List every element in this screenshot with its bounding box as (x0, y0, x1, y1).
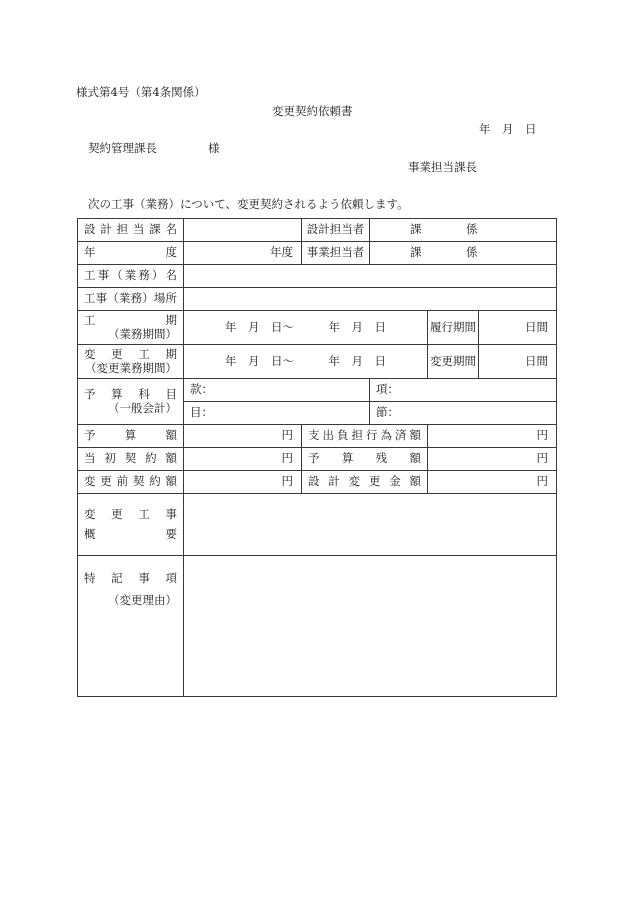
row-initial-contract (78, 448, 557, 471)
budget-balance-value[interactable]: 円 (428, 448, 557, 471)
budget-amount-value[interactable]: 円 (184, 425, 302, 448)
kou-cell[interactable] (370, 379, 557, 402)
setsu-label: 節： (376, 405, 399, 420)
expenditure-label: 支出負担行為済額 (302, 425, 428, 448)
row-special-notes (78, 556, 557, 697)
document-title: 変更契約依頼書 (272, 104, 353, 118)
period-label (78, 311, 184, 345)
row-design-dept (78, 219, 557, 242)
change-period-label-main: 変更工期 (84, 346, 177, 361)
project-staff-label: 事業担当者 (302, 242, 370, 265)
form-number: 様式第4号（第4条関係） (76, 85, 206, 99)
staff-kakari: 係 (466, 245, 478, 260)
requester: 事業担当課長 (408, 160, 477, 174)
budget-balance-label: 予算残額 (302, 448, 428, 471)
staff-ka: 課 (410, 245, 422, 260)
performance-period-label: 履行期間 (428, 311, 479, 345)
design-dept-label: 設計担当課名 (78, 219, 184, 242)
work-name-value[interactable] (184, 265, 557, 288)
pre-change-label: 変更前契約額 (78, 471, 184, 494)
moku-label: 目： (190, 405, 213, 420)
work-name-label: 工事（業務）名 (78, 265, 184, 288)
kan-cell[interactable] (184, 379, 370, 402)
change-summary-label-sub: 概要 (84, 526, 177, 541)
design-dept-value[interactable] (184, 219, 302, 242)
row-change-summary (78, 494, 557, 556)
period-label-sub: （業務期間） (108, 326, 177, 341)
row-period (78, 311, 557, 345)
budget-amount-label: 予算額 (78, 425, 184, 448)
designer-value[interactable] (370, 219, 557, 242)
budget-item-label-main: 予算科目 (84, 386, 177, 401)
moku-cell[interactable] (184, 402, 370, 425)
designer-kakari: 係 (466, 222, 478, 237)
row-pre-change (78, 471, 557, 494)
special-notes-label-sub: （変更理由） (108, 592, 177, 607)
kan-label: 款： (190, 382, 213, 397)
designer-ka: 課 (410, 222, 422, 237)
initial-contract-value[interactable]: 円 (184, 448, 302, 471)
addressee: 契約管理課長 (88, 141, 157, 155)
initial-contract-label: 当初契約額 (78, 448, 184, 471)
change-days-label: 変更期間 (428, 345, 479, 379)
row-budget-amount (78, 425, 557, 448)
row-work-place (78, 288, 557, 311)
change-summary-value[interactable] (184, 494, 557, 556)
design-change-value[interactable]: 円 (428, 471, 557, 494)
performance-period-value[interactable]: 日間 (479, 311, 557, 345)
request-text: 次の工事（業務）について、変更契約されるよう依頼します。 (88, 197, 409, 211)
change-summary-label-main: 変更工事 (84, 506, 177, 521)
fiscal-year-value[interactable]: 年度 (184, 242, 302, 265)
change-period-value[interactable]: 年 月 日～ 年 月 日 (184, 345, 428, 379)
designer-label: 設計担当者 (302, 219, 370, 242)
period-label-main: 工 期 (84, 312, 177, 327)
setsu-cell[interactable] (370, 402, 557, 425)
kou-label: 項： (376, 382, 399, 397)
change-days-value[interactable]: 日間 (479, 345, 557, 379)
change-period-label (78, 345, 184, 379)
expenditure-value[interactable]: 円 (428, 425, 557, 448)
special-notes-label-main: 特記事項 (84, 571, 177, 585)
period-value[interactable]: 年 月 日～ 年 月 日 (184, 311, 428, 345)
change-period-label-sub: （変更業務期間） (85, 360, 177, 375)
project-staff-value[interactable] (370, 242, 557, 265)
special-notes-label (78, 556, 184, 697)
date-line: 年 月 日 (479, 122, 537, 136)
honorific: 様 (208, 141, 220, 155)
special-notes-value[interactable] (184, 556, 557, 697)
work-place-value[interactable] (184, 288, 557, 311)
budget-item-label (78, 379, 184, 425)
design-change-label: 設計変更金額 (302, 471, 428, 494)
request-form-table (77, 218, 557, 697)
row-fiscal-year (78, 242, 557, 265)
change-summary-label (78, 494, 184, 556)
fiscal-year-label: 年 度 (78, 242, 184, 265)
row-work-name (78, 265, 557, 288)
budget-item-label-sub: （一般会計） (108, 400, 177, 415)
row-budget-item-1 (78, 379, 557, 402)
work-place-label: 工事（業務）場所 (78, 288, 184, 311)
row-change-period (78, 345, 557, 379)
pre-change-value[interactable]: 円 (184, 471, 302, 494)
